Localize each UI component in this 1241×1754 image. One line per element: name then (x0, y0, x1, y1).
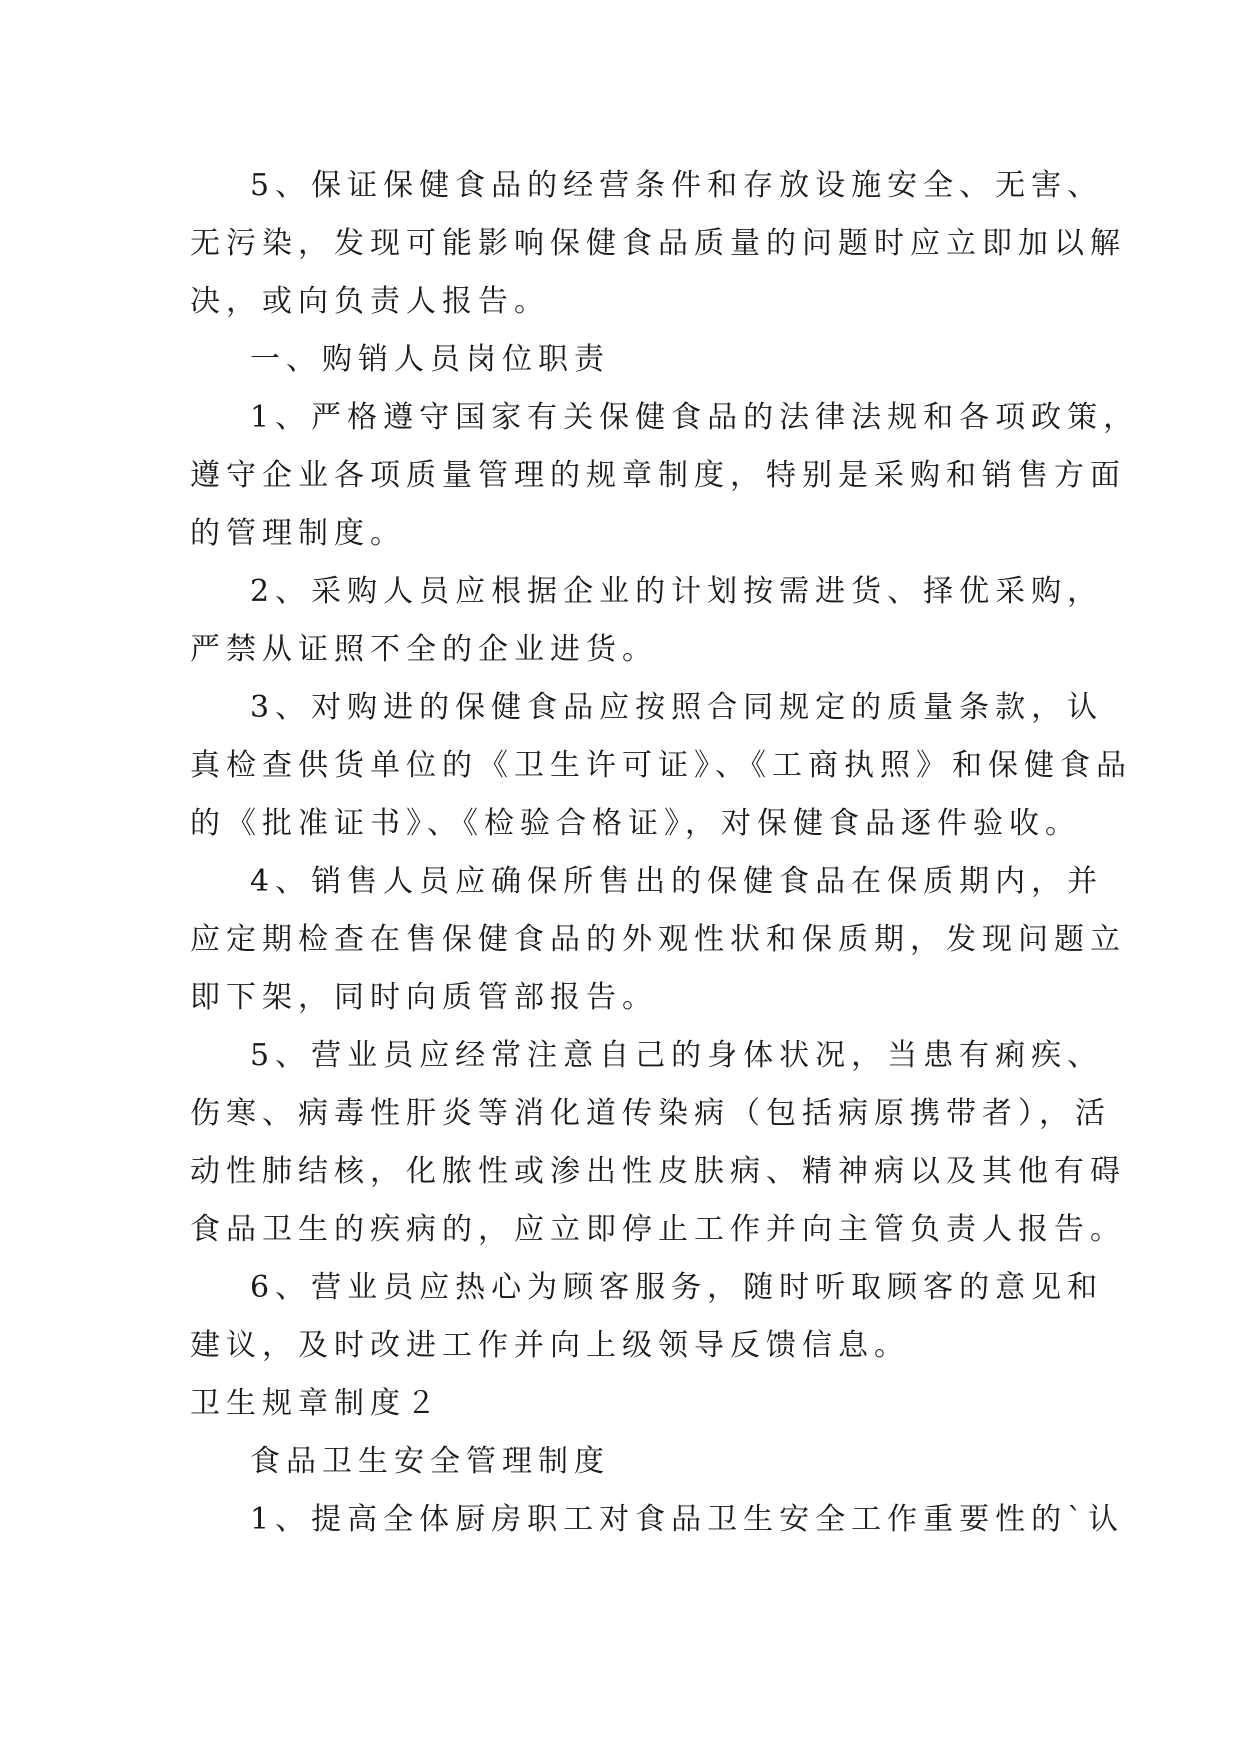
text-line: 4、销售人员应确保所售出的保健食品在保质期内，并 (250, 864, 1104, 899)
text-line: 伤寒、病毒性肝炎等消化道传染病（包括病原携带者），活 (190, 1096, 1111, 1131)
text-line: 严禁从证照不全的企业进货。 (190, 632, 658, 667)
text-line: 无污染，发现可能影响保健食品质量的问题时应立即加以解 (190, 226, 1126, 261)
text-line: 真检查供货单位的《卫生许可证》、《工商执照》和保健食品 (190, 748, 1132, 783)
text-line: 5、保证保健食品的经营条件和存放设施安全、无害、 (250, 168, 1104, 203)
section-heading: 食品卫生安全管理制度 (250, 1444, 610, 1479)
text-line: 6、营业员应热心为顾客服务，随时听取顾客的意见和 (250, 1270, 1104, 1305)
text-line: 即下架，同时向质管部报告。 (190, 980, 658, 1015)
text-line: 决，或向负责人报告。 (190, 284, 550, 319)
text-line: 2、采购人员应根据企业的计划按需进货、择优采购， (250, 574, 1104, 609)
text-line: 1、提高全体厨房职工对食品卫生安全工作重要性的`认 (250, 1502, 1125, 1537)
text-line: 的管理制度。 (190, 516, 406, 551)
text-line: 食品卫生的疾病的，应立即停止工作并向主管负责人报告。 (190, 1212, 1126, 1247)
text-line: 1、严格遵守国家有关保健食品的法律法规和各项政策， (250, 400, 1140, 435)
text-line: 的《批准证书》、《检验合格证》，对保健食品逐件验收。 (190, 806, 1081, 841)
section-heading: 一、购销人员岗位职责 (250, 342, 610, 377)
text-line: 应定期检查在售保健食品的外观性状和保质期，发现问题立 (190, 922, 1126, 957)
text-line: 遵守企业各项质量管理的规章制度，特别是采购和销售方面 (190, 458, 1126, 493)
document-title: 卫生规章制度２ (190, 1386, 442, 1421)
text-line: 5、营业员应经常注意自己的身体状况，当患有痢疾、 (250, 1038, 1104, 1073)
text-line: 3、对购进的保健食品应按照合同规定的质量条款，认 (250, 690, 1104, 725)
text-line: 动性肺结核，化脓性或渗出性皮肤病、精神病以及其他有碍 (190, 1154, 1126, 1189)
text-line: 建议，及时改进工作并向上级领导反馈信息。 (190, 1328, 910, 1363)
